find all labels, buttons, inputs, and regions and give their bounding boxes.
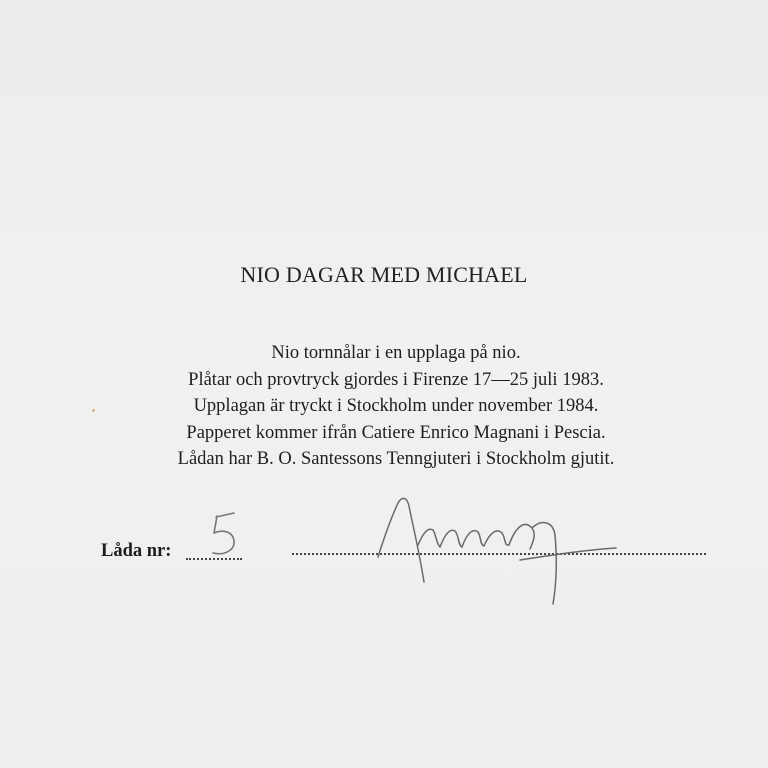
- colophon-line: Nio tornnålar i en upplaga på nio.: [271, 343, 521, 363]
- colophon-line: Lådan har B. O. Santessons Tenngjuteri i Stockholm gjutit.: [177, 449, 615, 469]
- colophon-line: Upplagan är tryckt i Stockholm under november 1984.: [193, 396, 599, 416]
- handwritten-box-number: [213, 513, 234, 554]
- box-number-label: Låda nr:: [101, 541, 172, 561]
- signature-dotted-line: [292, 553, 706, 555]
- document-title: NIO DAGAR MED MICHAEL: [240, 262, 528, 287]
- colophon-text: [0, 340, 768, 473]
- artist-signature: [378, 498, 616, 604]
- paper-stain: [92, 409, 95, 412]
- colophon-line: Plåtar och provtryck gjordes i Firenze 17—25 juli 1983.: [188, 369, 604, 390]
- colophon-line: Papperet kommer ifrån Catiere Enrico Magnani i Pescia.: [186, 422, 606, 443]
- box-number-dotted-line: [186, 558, 242, 560]
